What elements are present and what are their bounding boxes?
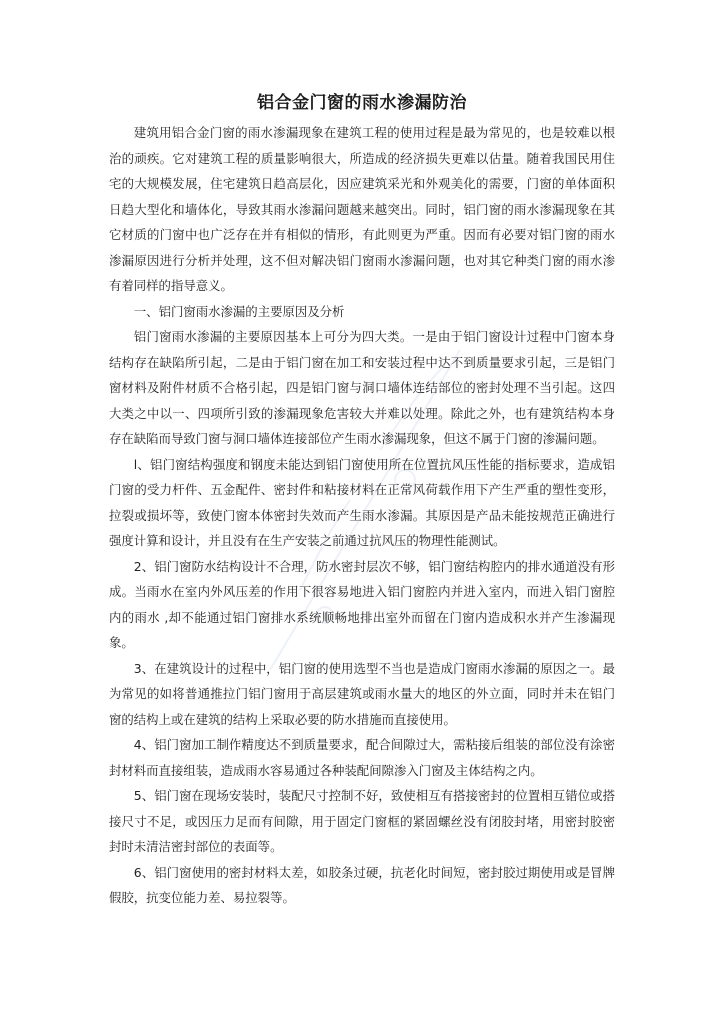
document-title: 铝合金门窗的雨水渗漏防治 xyxy=(257,93,467,113)
paragraph-cause-5: 5、铝门窗在现场安装时，装配尺寸控制不好，致使相互有搭接密封的位置相互错位或搭接尺寸不足，或因压力足而有间隙，用于固定门窗框的紧固螺丝没有闭胶封堵，用密封胶密封时未清洁密封部位的表面等。 xyxy=(109,788,615,854)
section-heading-1: 一、铝门窗雨水渗漏的主要原因及分析 xyxy=(133,303,345,319)
paragraph-cause-3: 3、在建筑设计的过程中，铝门窗的使用选型不当也是造成门窗雨水渗漏的原因之一。最为常见的如将普通推拉门铝门窗用于高层建筑或雨水量大的地区的外立面，同时并未在铝门窗的结构上或在建筑的结构上采取必要的防水措施而直接使用。 xyxy=(109,660,615,727)
paragraph-cause-1: l、铝门窗结构强度和钢度未能达到铝门窗使用所在位置抗风压性能的指标要求，造成铝门窗的受力杆件、五金配件、密封件和粘接材料在正常风荷载作用下产生严重的塑性变形，拉裂或损坏等，致使门窗本体密封失效而产生雨水渗漏。其原因是产品未能按规范正确进行强度计算和设计，并且没有在生产安装之前通过抗风压的物理性能测试。 xyxy=(109,456,615,548)
paragraph-intro: 建筑用铝合金门窗的雨水渗漏现象在建筑工程的使用过程是最为常见的，也是较难以根治的顽疾。它对建筑工程的质量影响很大，所造成的经济损失更难以估量。随着我国民用住宅的大规模发展，住宅建筑日趋高层化，因应建筑采光和外观美化的需要，门窗的单体面积日趋大型化和墙体化，导致其雨水渗漏问题越来越突出。同时，铝门窗的雨水渗漏现象在其它材质的门窗中也广泛存在并有相似的情形，有此则更为严重。因而有必要对铝门窗的雨水渗漏原因进行分析并处理，这不但对解决铝门窗雨水渗漏问题，也对其它种类门窗的雨水渗有着同样的指导意义。 xyxy=(109,125,615,293)
paragraph-cause-6: 6、铝门窗使用的密封材料太差，如胶条过硬，抗老化时间短，密封胶过期使用或是冒牌假胶，抗变位能力差、易拉裂等。 xyxy=(109,864,615,905)
paragraph-cause-2: 2、铝门窗防水结构设计不合理，防水密封层次不够，铝门窗结构腔内的排水通道没有形成。当雨水在室内外风压差的作用下很容易地进入铝门窗腔内并进入室内，而进入铝门窗腔内的雨水 ,却不能通过铝门窗排水系统顺畅地排出室外而留在门窗内造成积水并产生渗漏现象。 xyxy=(109,558,615,650)
document-body xyxy=(109,120,615,911)
paragraph-cause-4: 4、铝门窗加工制作精度达不到质量要求，配合间隙过大，需粘接后组装的部位没有涂密封材料而直接组装，造成雨水容易通过各种装配间隙渗入门窗及主体结构之内。 xyxy=(109,737,615,778)
paragraph-causes-overview: 铝门窗雨水渗漏的主要原因基本上可分为四大类。一是由于铝门窗设计过程中门窗本身结构存在缺陷所引起，二是由于铝门窗在加工和安装过程中达不到质量要求引起，三是铝门窗材料及附件材质不合格引起，四是铝门窗与洞口墙体连结部位的密封处理不当引起。这四大类之中以一、四项所引致的渗漏现象危害较大并难以处理。除此之外，也有建筑结构本身存在缺陷而导致门窗与洞口墙体连接部位产生雨水渗漏现象，但这不属于门窗的渗漏问题。 xyxy=(109,329,615,446)
